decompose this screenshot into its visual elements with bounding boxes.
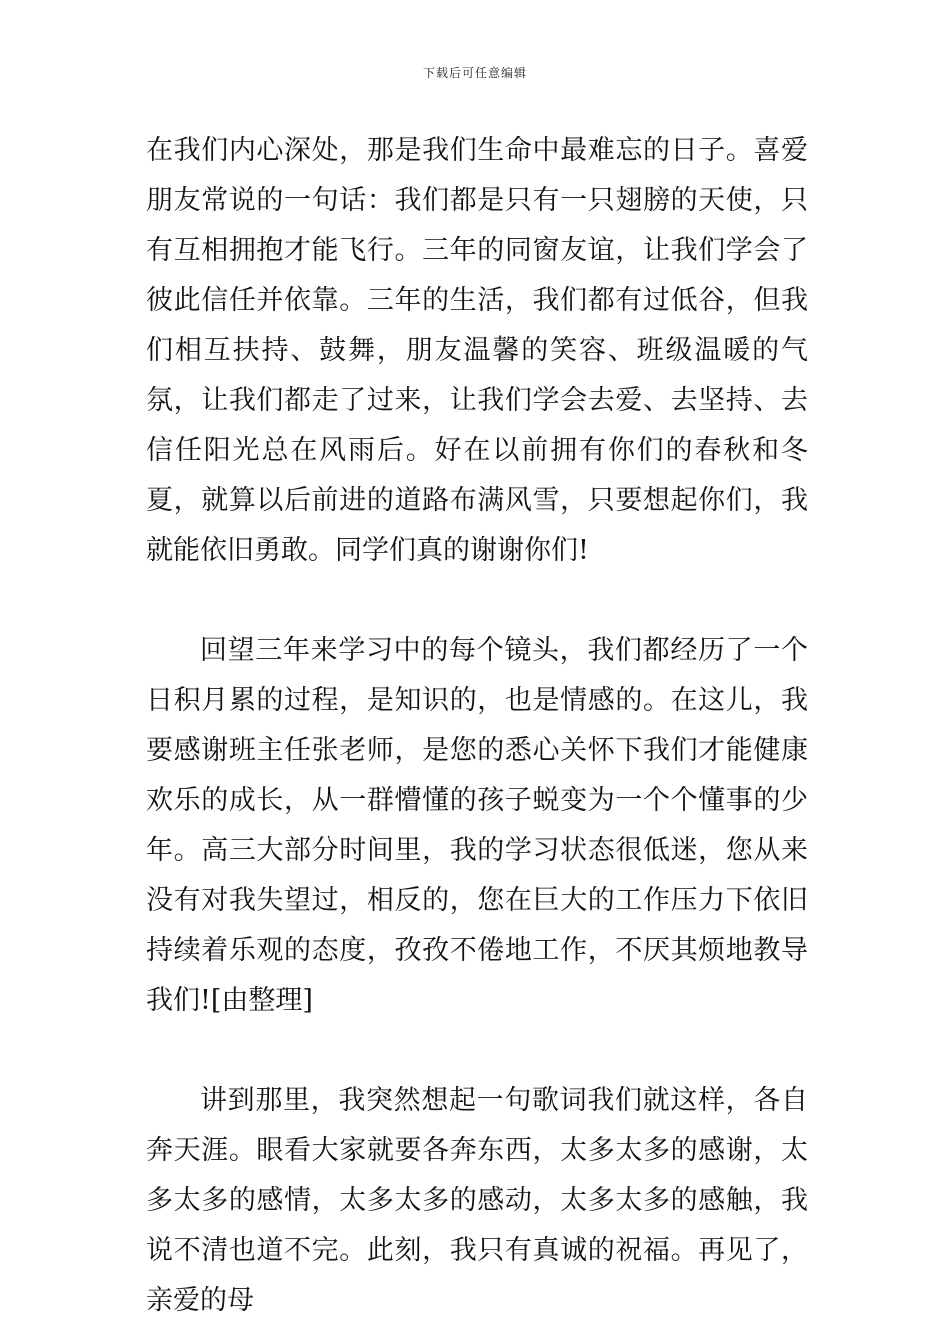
paragraph-2: 回望三年来学习中的每个镜头，我们都经历了一个日积月累的过程，是知识的，也是情感的。在这儿，我要感谢班主任张老师，是您的悉心关怀下我们才能健康欢乐的成长，从一群懵懂的孩子蜕变为一个个懂事的少年。高三大部分时间里，我的学习状态很低迷，您从来没有对我失望过，相反的，您在巨大的工作压力下依旧持续着乐观的态度，孜孜不倦地工作，不厌其烦地教导我们![由整理] <box>146 635 808 1016</box>
paragraph-gap <box>146 1026 808 1076</box>
document-body <box>146 126 808 1326</box>
paragraph-3: 讲到那里，我突然想起一句歌词我们就这样，各自奔天涯。眼看大家就要各奔东西，太多太多的感谢，太多太多的感情，太多太多的感动，太多太多的感触，我说不清也道不完。此刻，我只有真诚的祝福。再见了，亲爱的母 <box>146 1085 808 1316</box>
paragraph-gap <box>146 576 808 626</box>
paragraph-1: 在我们内心深处，那是我们生命中最难忘的日子。喜爱朋友常说的一句话：我们都是只有一只翅膀的天使，只有互相拥抱才能飞行。三年的同窗友谊，让我们学会了彼此信任并依靠。三年的生活，我们都有过低谷，但我们相互扶持、鼓舞，朋友温馨的笑容、班级温暖的气氛，让我们都走了过来，让我们学会去爱、去坚持、去信任阳光总在风雨后。好在以前拥有你们的春秋和冬夏，就算以后前进的道路布满风雪，只要想起你们，我就能依旧勇敢。同学们真的谢谢你们! <box>146 135 808 566</box>
page-header: 下载后可任意编辑 <box>422 66 527 80</box>
